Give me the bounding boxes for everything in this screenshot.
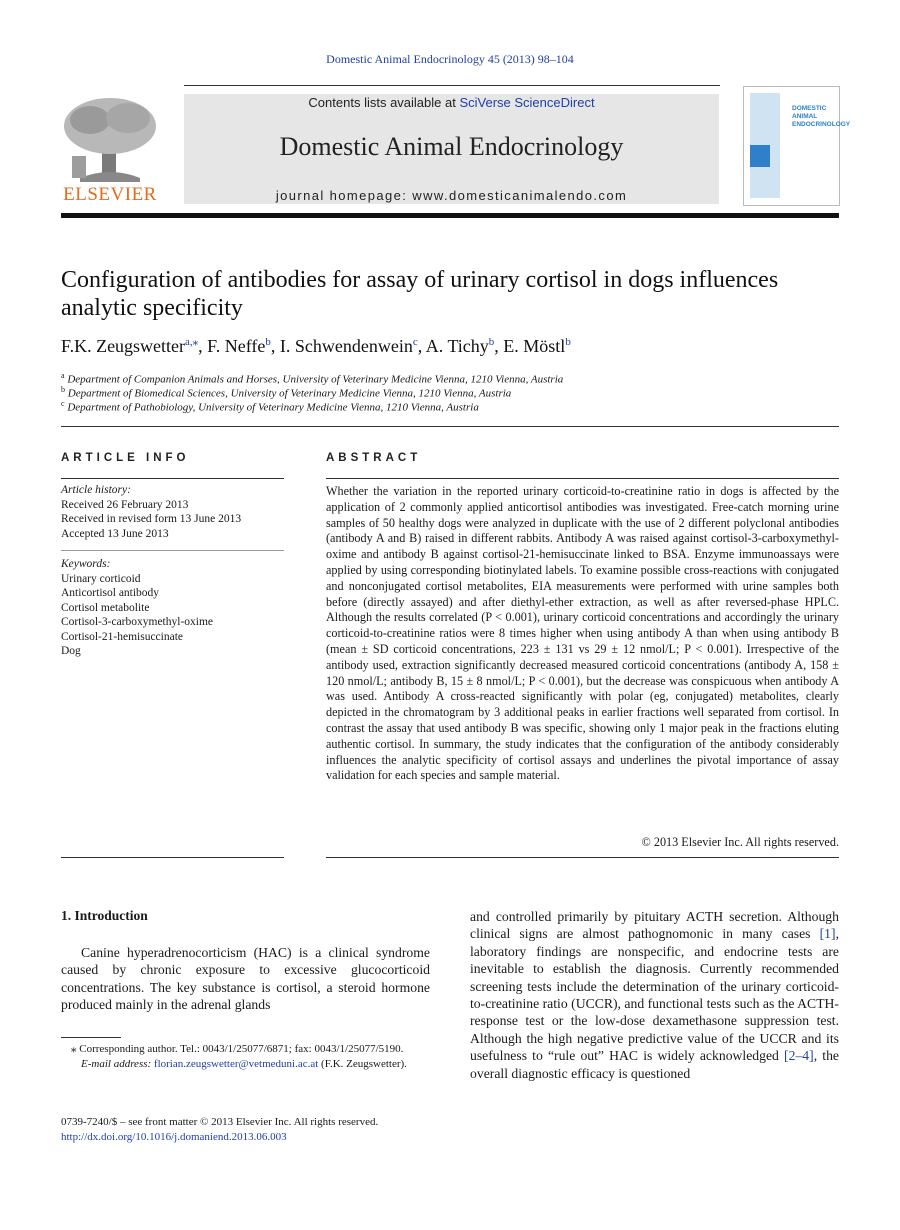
article-info-rule	[61, 478, 284, 479]
author-affiliation-mark[interactable]: b	[488, 336, 495, 348]
author-name: F. Neffe	[207, 336, 266, 356]
author-separator: ,	[417, 336, 426, 356]
author-affiliation-mark[interactable]: b	[265, 336, 271, 348]
abstract-bottom-rule	[326, 857, 839, 858]
elsevier-logo	[60, 96, 160, 206]
keyword: Cortisol-3-carboxymethyl-oxime	[61, 616, 214, 628]
header-thick-rule	[61, 213, 839, 218]
front-matter: 0739-7240/$ – see front matter © 2013 Elsevier Inc. All rights reserved. http://dx.doi.org/10.1016/j.domaniend.2013.06.003	[61, 1115, 461, 1144]
author-name: E. Möstl	[503, 336, 566, 356]
corresponding-author-footnote: ⁎ Corresponding author. Tel.: 0043/1/25077/6871; fax: 0043/1/25077/5190. E-mail address: florian.zeugswetter@vetmeduni.ac.at (F.K. Zeugswetter).	[71, 1043, 407, 1070]
article-info-heading: ARTICLE INFO	[61, 452, 190, 464]
keywords-rule	[61, 550, 284, 551]
article-info-bottom-rule	[61, 857, 284, 858]
intro-paragraph-right: and controlled primarily by pituitary ACTH secretion. Although clinical signs are almost pathognomonic in many cases [1], laboratory findings are nonspecific, and endocrine tests are inevitable to establish the diagnosis. Currently recommended screening tests include the determination of the urinary corticoid-to-creatinine ratio (UCCR), and functional tests such as the ACTH-response test or the low-dose dexamethasone suppression test. Although the high negative predictive value of the UCCR and its usefulness to “rule out” HAC is widely acknowledged [2–4], the overall diagnostic efficacy is questioned	[470, 909, 839, 1081]
elsevier-wordmark: ELSEVIER	[63, 184, 157, 205]
doi-link[interactable]: http://dx.doi.org/10.1016/j.domaniend.2013.06.003	[61, 1130, 287, 1143]
author-list	[61, 335, 841, 357]
affiliation-b: $^b$ Department of Biomedical Sciences, University of Veterinary Medicine Vienna, 1210 Vienna, Austria	[61, 385, 512, 400]
section-rule	[61, 426, 839, 427]
email-link[interactable]: florian.zeugswetter@vetmeduni.ac.at	[153, 1057, 319, 1070]
keyword: Urinary corticoid	[61, 572, 141, 585]
journal-homepage[interactable]: journal homepage: www.domesticanimalendo.com	[275, 188, 628, 203]
abstract-rule	[326, 478, 839, 479]
author-separator: ,	[494, 336, 504, 356]
abstract-heading: ABSTRACT	[326, 452, 422, 464]
journal-name: Domestic Animal Endocrinology	[279, 132, 624, 161]
keyword: Cortisol-21-hemisuccinate	[61, 630, 183, 643]
keyword: Cortisol metabolite	[61, 601, 150, 614]
affiliation-c: $^c$ Department of Pathobiology, University of Veterinary Medicine Vienna, 1210 Vienna, Austria	[61, 399, 479, 414]
affiliation-a: $^a$ Department of Companion Animals and Horses, University of Veterinary Medicine Vienna, 1210 Vienna, Austria	[61, 371, 564, 386]
keyword: Dog	[61, 645, 81, 657]
cover-title: DOMESTIC ANIMAL ENDOCRINOLOGY	[792, 105, 851, 128]
author-name: I. Schwendenwein	[279, 336, 413, 356]
keywords-block: Keywords: Urinary corticoid Anticortisol antibody Cortisol metabolite Cortisol-3-carboxymethyl-oxime Cortisol-21-hemisuccinate Dog	[61, 557, 284, 659]
header-rule	[184, 85, 720, 86]
author-separator: ,	[198, 336, 208, 356]
article-history: Article history: Received 26 February 2013 Received in revised form 13 June 2013 Accepted 13 June 2013	[61, 484, 242, 540]
contents-line: Contents lists available at SciVerse ScienceDirect	[308, 95, 595, 110]
citation-link[interactable]: [2–4]	[784, 1048, 814, 1064]
introduction-heading: 1. Introduction	[61, 908, 148, 923]
intro-paragraph-left: Canine hyperadrenocorticism (HAC) is a clinical syndrome caused by chronic exposure to excessive glucocorticoid concentrations. The key substance is cortisol, a steroid hormone produced mainly in the adrenal glands	[61, 945, 430, 1013]
citation-link[interactable]: [1]	[819, 926, 836, 942]
sciencedirect-link[interactable]: SciVerse ScienceDirect	[459, 95, 595, 110]
keyword: Anticortisol antibody	[61, 587, 160, 599]
author-name: A. Tichy	[425, 336, 489, 356]
author-name: F.K. Zeugswetter	[61, 336, 186, 356]
journal-citation[interactable]: Domestic Animal Endocrinology 45 (2013) 98–104	[326, 52, 574, 66]
author-affiliation-mark[interactable]: c	[412, 336, 418, 348]
journal-banner	[184, 94, 719, 204]
abstract-text: Whether the variation in the reported urinary corticoid-to-creatinine ratio in dogs is affected by the application of 2 commonly applied anticortisol antibodies was investigated. Free-catch morning urine samples of 50 healthy dogs were analyzed in duplicate with the use of 2 different polyclonal antibodies (antibody A and B) raised in different rabbits. Antibody A was raised against cortisol-3-carboxymethyl-oxime and antibody B against cortisol-21-hemisuccinate linked to BSA. Enzyme immunoassays were applied by using corresponding biotinylated labels. To examine possible cross-reactions with conjugated and nonconjugated cortisol metabolites, EIA measurements were performed with urine samples both before (directly assayed) and after diethyl-ether extraction, as well as after reversed-phase HPLC. Although the results correlated (P < 0.001), urinary corticoid concentrations and accordingly the urinary corticoid-to-creatinine ratios were 8 times higher when using antibody A than when using antibody B (mean ± SD corticoid concentrations, 223 ± 131 vs 29 ± 12 nmol/L; P < 0.001). Irrespective of the antibody used, extraction significantly decreased measured corticoid concentrations (antibody A, 158 ± 120 nmol/L; antibody B, 15 ± 8 nmol/L; P < 0.001), but the decrease was conspicuous when antibody A was used. Antibody A cross-reacted significantly with polar (eg, conjugated) metabolites, clearly depicted in the chromatogram by 3 additional peaks in earlier fractions well separated from cortisol. In contrast the assay that used antibody B was specific, showing only 1 major peak in the fractions eluting authentic cortisol. In summary, the study indicates that the configuration of the antibody considerably influences the analytic specificity of cortisol assays and underlines the pivotal importance of assay validation for each species and sample material.	[326, 484, 839, 783]
article-title: Configuration of antibodies for assay of urinary cortisol in dogs influences analytic specificity	[61, 267, 779, 321]
author-affiliation-mark[interactable]: a,⁎	[185, 336, 199, 348]
author-affiliation-mark[interactable]: b	[565, 336, 571, 348]
author-separator: ,	[270, 336, 280, 356]
journal-cover-thumbnail	[743, 86, 851, 206]
abstract-copyright: © 2013 Elsevier Inc. All rights reserved.	[641, 835, 839, 849]
cover-block	[750, 145, 770, 167]
footnote-rule	[61, 1037, 121, 1038]
